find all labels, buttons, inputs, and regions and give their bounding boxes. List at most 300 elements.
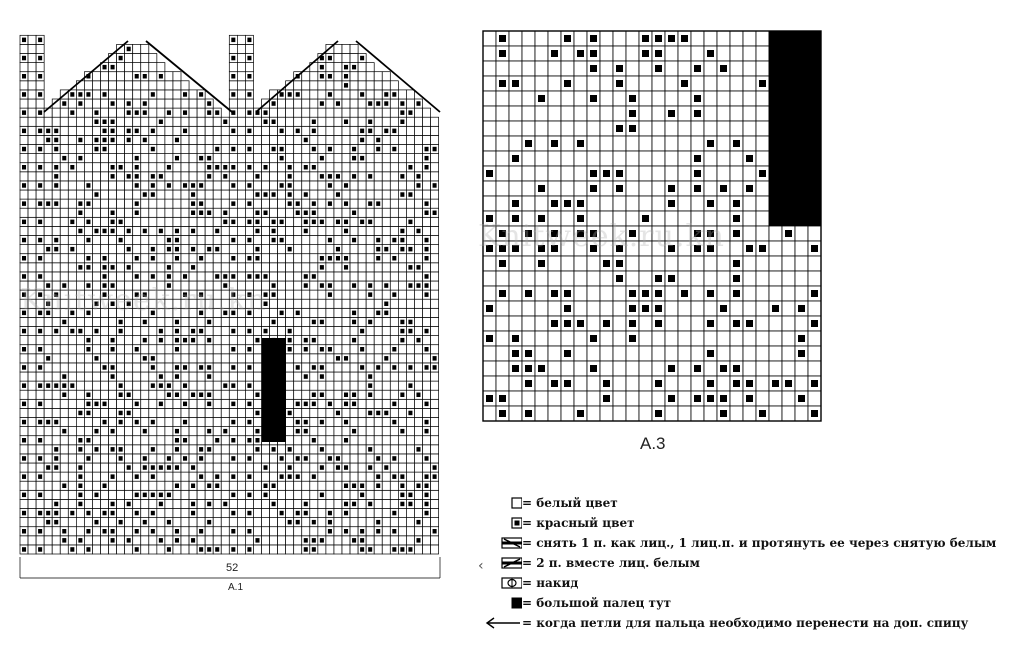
- chart-cell: [149, 427, 157, 436]
- chart-cell: [117, 72, 125, 81]
- chart-cell: [374, 226, 382, 235]
- chart-cell: [36, 427, 44, 436]
- chart-cell: [52, 345, 60, 354]
- chart-cell: [548, 121, 561, 136]
- chart-cell: [587, 196, 600, 211]
- chart-cell: [342, 99, 350, 108]
- chart-dot: [400, 120, 404, 125]
- chart-cell: [561, 106, 574, 121]
- chart-cell: [358, 99, 366, 108]
- chart-cell: [358, 418, 366, 427]
- chart-cell: [68, 154, 76, 163]
- chart-dot: [392, 547, 396, 552]
- chart-cell: [205, 527, 213, 536]
- chart-dot: [655, 290, 662, 297]
- chart-cell: [245, 117, 253, 126]
- chart-dot: [70, 110, 74, 115]
- chart-cell: [149, 399, 157, 408]
- chart-cell: [406, 445, 414, 454]
- chart-dot: [296, 201, 300, 206]
- chart-cell: [600, 91, 613, 106]
- chart-dot: [199, 456, 203, 461]
- chart-cell: [286, 126, 294, 135]
- chart-cell: [278, 226, 286, 235]
- chart-cell: [431, 381, 439, 390]
- chart-cell: [157, 63, 165, 72]
- chart-dot: [416, 538, 420, 543]
- chart-dot: [119, 383, 123, 388]
- chart-dot: [199, 474, 203, 479]
- chart-cell: [334, 236, 342, 245]
- chart-cell: [205, 436, 213, 445]
- chart-a3-label: A.3: [640, 434, 666, 453]
- chart-cell: [253, 527, 261, 536]
- chart-cell: [717, 151, 730, 166]
- chart-dot: [425, 274, 429, 279]
- chart-cell: [398, 527, 406, 536]
- chart-cell: [165, 372, 173, 381]
- chart-cell: [366, 509, 374, 518]
- chart-cell: [245, 44, 253, 53]
- chart-cell: [262, 226, 270, 235]
- chart-cell: [342, 408, 350, 417]
- chart-dot: [694, 365, 701, 372]
- chart-cell: [366, 299, 374, 308]
- chart-cell: [294, 372, 302, 381]
- chart-dot: [111, 265, 115, 270]
- chart-dot: [344, 420, 348, 425]
- chart-cell: [678, 181, 691, 196]
- chart-dot: [159, 538, 163, 543]
- chart-cell: [133, 445, 141, 454]
- chart-cell: [76, 336, 84, 345]
- chart-cell: [756, 121, 769, 136]
- chart-cell: [60, 199, 68, 208]
- chart-dot: [159, 74, 163, 79]
- chart-dot: [255, 338, 259, 343]
- chart-dot: [247, 274, 251, 279]
- chart-dot: [280, 238, 284, 243]
- chart-cell: [229, 518, 237, 527]
- chart-cell: [406, 399, 414, 408]
- chart-cell: [181, 263, 189, 272]
- chart-dot: [328, 511, 332, 516]
- chart-cell: [20, 536, 28, 545]
- chart-cell: [382, 172, 390, 181]
- chart-cell: [262, 509, 270, 518]
- chart-cell: [125, 254, 133, 263]
- chart-cell: [117, 527, 125, 536]
- chart-cell: [109, 481, 117, 490]
- chart-cell: [326, 217, 334, 226]
- chart-cell: [92, 408, 100, 417]
- chart-dot: [733, 365, 740, 372]
- chart-cell: [221, 536, 229, 545]
- chart-cell: [294, 545, 302, 554]
- chart-cell: [92, 236, 100, 245]
- chart-cell: [52, 154, 60, 163]
- chart-cell: [28, 545, 36, 554]
- chart-cell: [253, 481, 261, 490]
- chart-cell: [36, 154, 44, 163]
- chart-cell: [253, 545, 261, 554]
- chart-cell: [205, 236, 213, 245]
- chart-cell: [561, 151, 574, 166]
- chart-cell: [52, 490, 60, 499]
- chart-dot: [312, 474, 316, 479]
- chart-dot: [296, 429, 300, 434]
- chart-cell: [318, 135, 326, 144]
- chart-cell: [76, 372, 84, 381]
- chart-dot: [392, 365, 396, 370]
- chart-dot: [694, 170, 701, 177]
- chart-cell: [613, 31, 626, 46]
- chart-cell: [704, 106, 717, 121]
- chart-cell: [431, 199, 439, 208]
- chart-cell: [149, 99, 157, 108]
- chart-cell: [678, 406, 691, 421]
- chart-dot: [720, 305, 727, 312]
- chart-cell: [68, 454, 76, 463]
- chart-dot: [38, 220, 42, 225]
- chart-cell: [302, 299, 310, 308]
- chart-dot: [247, 110, 251, 115]
- chart-cell: [334, 490, 342, 499]
- chart-dot: [312, 438, 316, 443]
- chart-cell: [141, 245, 149, 254]
- chart-cell: [509, 181, 522, 196]
- chart-cell: [245, 372, 253, 381]
- chart-dot: [392, 529, 396, 534]
- chart-dot: [38, 438, 42, 443]
- chart-dot: [38, 238, 42, 243]
- chart-cell: [730, 331, 743, 346]
- chart-dot: [94, 110, 98, 115]
- chart-cell: [237, 254, 245, 263]
- chart-cell: [795, 286, 808, 301]
- chart-cell: [229, 499, 237, 508]
- chart-dot: [433, 465, 437, 470]
- chart-cell: [20, 372, 28, 381]
- chart-cell: [52, 263, 60, 272]
- chart-dot: [103, 265, 107, 270]
- chart-cell: [278, 545, 286, 554]
- chart-cell: [141, 363, 149, 372]
- chart-cell: [101, 390, 109, 399]
- chart-cell: [173, 163, 181, 172]
- chart-cell: [561, 361, 574, 376]
- chart-cell: [109, 81, 117, 90]
- chart-cell: [197, 408, 205, 417]
- chart-dot: [425, 201, 429, 206]
- chart-dot: [78, 211, 82, 216]
- chart-cell: [509, 301, 522, 316]
- chart-cell: [270, 154, 278, 163]
- chart-cell: [756, 196, 769, 211]
- chart-dot: [384, 247, 388, 252]
- chart-cell: [28, 217, 36, 226]
- chart-cell: [133, 499, 141, 508]
- chart-cell: [639, 391, 652, 406]
- chart-cell: [245, 154, 253, 163]
- chart-cell: [626, 46, 639, 61]
- chart-cell: [213, 135, 221, 144]
- chart-dot: [143, 101, 147, 106]
- black-square-icon: [500, 596, 522, 610]
- chart-cell: [165, 72, 173, 81]
- chart-dot: [86, 438, 90, 443]
- chart-cell: [109, 327, 117, 336]
- chart-dot: [231, 92, 235, 97]
- chart-cell: [535, 76, 548, 91]
- chart-dot: [392, 238, 396, 243]
- chart-cell: [414, 154, 422, 163]
- chart-cell: [318, 527, 326, 536]
- chart-dot: [159, 493, 163, 498]
- chart-dot: [564, 380, 571, 387]
- chart-cell: [626, 376, 639, 391]
- chart-cell: [92, 390, 100, 399]
- chart-cell: [374, 108, 382, 117]
- chart-cell: [60, 408, 68, 417]
- chart-cell: [205, 272, 213, 281]
- chart-dot: [62, 383, 66, 388]
- chart-dot: [272, 192, 276, 197]
- chart-cell: [101, 81, 109, 90]
- chart-dot: [280, 456, 284, 461]
- chart-cell: [36, 408, 44, 417]
- chart-cell: [229, 536, 237, 545]
- chart-cell: [310, 499, 318, 508]
- chart-dot: [288, 165, 292, 170]
- chart-cell: [366, 454, 374, 463]
- chart-dot: [111, 338, 115, 343]
- chart-cell: [730, 166, 743, 181]
- chart-cell: [358, 518, 366, 527]
- chart-cell: [28, 63, 36, 72]
- chart-cell: [509, 46, 522, 61]
- chart-cell: [390, 190, 398, 199]
- chart-dot: [525, 380, 532, 387]
- chart-cell: [350, 44, 358, 53]
- chart-cell: [197, 381, 205, 390]
- chart-cell: [125, 90, 133, 99]
- chart-cell: [318, 90, 326, 99]
- chart-cell: [181, 317, 189, 326]
- chart-dot: [642, 290, 649, 297]
- chart-cell: [197, 108, 205, 117]
- chart-cell: [141, 372, 149, 381]
- chart-cell: [253, 327, 261, 336]
- chart-cell: [28, 72, 36, 81]
- chart-cell: [574, 181, 587, 196]
- chart-cell: [342, 145, 350, 154]
- chart-cell: [253, 263, 261, 272]
- chart-cell: [237, 354, 245, 363]
- chart-cell: [717, 121, 730, 136]
- chart-dot: [312, 547, 316, 552]
- chart-cell: [221, 518, 229, 527]
- chart-dot: [62, 429, 66, 434]
- chart-cell: [165, 527, 173, 536]
- chart-cell: [101, 199, 109, 208]
- chart-dot: [62, 374, 66, 379]
- chart-dot: [344, 229, 348, 234]
- chart-cell: [76, 381, 84, 390]
- chart-dot: [135, 529, 139, 534]
- chart-cell: [423, 263, 431, 272]
- chart-cell: [60, 190, 68, 199]
- chart-dot: [408, 247, 412, 252]
- chart-dot: [159, 338, 163, 343]
- chart-dot: [127, 101, 131, 106]
- chart-cell: [678, 106, 691, 121]
- chart-dot: [304, 429, 308, 434]
- chart-cell: [326, 190, 334, 199]
- chart-dot: [223, 220, 227, 225]
- chart-cell: [678, 196, 691, 211]
- chart-dot: [798, 305, 805, 312]
- chart-cell: [84, 154, 92, 163]
- chart-cell: [639, 376, 652, 391]
- chart-cell: [133, 336, 141, 345]
- chart-cell: [76, 217, 84, 226]
- chart-dot: [22, 511, 26, 516]
- chart-cell: [318, 208, 326, 217]
- chart-cell: [326, 372, 334, 381]
- chart-cell: [157, 108, 165, 117]
- chart-cell: [133, 226, 141, 235]
- chart-dot: [360, 538, 364, 543]
- chart-cell: [756, 256, 769, 271]
- chart-dot: [392, 511, 396, 516]
- chart-cell: [302, 390, 310, 399]
- chart-cell: [237, 490, 245, 499]
- chart-cell: [197, 436, 205, 445]
- chart-cell: [286, 536, 294, 545]
- chart-cell: [522, 121, 535, 136]
- chart-cell: [431, 390, 439, 399]
- chart-cell: [44, 472, 52, 481]
- chart-dot: [336, 220, 340, 225]
- chart-cell: [326, 436, 334, 445]
- chart-dot: [46, 465, 50, 470]
- chart-dot: [231, 511, 235, 516]
- chart-dot: [304, 374, 308, 379]
- chart-dot: [78, 92, 82, 97]
- chart-dot: [433, 365, 437, 370]
- chart-cell: [197, 145, 205, 154]
- chart-cell: [28, 499, 36, 508]
- chart-dot: [62, 529, 66, 534]
- chart-cell: [92, 418, 100, 427]
- chart-cell: [278, 317, 286, 326]
- chart-cell: [237, 427, 245, 436]
- chart-cell: [374, 436, 382, 445]
- chart-cell: [173, 272, 181, 281]
- chart-cell: [157, 427, 165, 436]
- chart-dot: [296, 365, 300, 370]
- chart-dot: [22, 165, 26, 170]
- chart-cell: [310, 154, 318, 163]
- chart-cell: [730, 241, 743, 256]
- chart-dot: [707, 380, 714, 387]
- chart-dot: [360, 92, 364, 97]
- chart-dot: [655, 305, 662, 312]
- chart-dot: [38, 547, 42, 552]
- chart-cell: [522, 106, 535, 121]
- chart-dot: [296, 92, 300, 97]
- chart-cell: [237, 381, 245, 390]
- chart-dot: [151, 247, 155, 252]
- chart-cell: [535, 331, 548, 346]
- chart-cell: [318, 436, 326, 445]
- chart-dot: [538, 185, 545, 192]
- chart-cell: [76, 317, 84, 326]
- chart-cell: [28, 254, 36, 263]
- chart-dot: [175, 529, 179, 534]
- chart-cell: [213, 490, 221, 499]
- chart-cell: [84, 327, 92, 336]
- chart-cell: [294, 254, 302, 263]
- chart-cell: [262, 445, 270, 454]
- chart-dot: [264, 120, 268, 125]
- chart-dot: [151, 383, 155, 388]
- chart-cell: [149, 327, 157, 336]
- chart-cell: [782, 286, 795, 301]
- chart-dot: [433, 147, 437, 152]
- chart-cell: [117, 354, 125, 363]
- chart-cell: [109, 190, 117, 199]
- chart-cell: [20, 518, 28, 527]
- chart-cell: [84, 226, 92, 235]
- chart-cell: [334, 345, 342, 354]
- chart-dot: [376, 101, 380, 106]
- chart-dot: [54, 129, 58, 134]
- chart-cell: [390, 135, 398, 144]
- chart-cell: [68, 236, 76, 245]
- chart-dot: [312, 338, 316, 343]
- chart-cell: [101, 172, 109, 181]
- chart-dot: [320, 347, 324, 352]
- chart-cell: [157, 454, 165, 463]
- chart-dot: [425, 247, 429, 252]
- chart-dot: [668, 395, 675, 402]
- chart-cell: [237, 72, 245, 81]
- chart-cell: [181, 427, 189, 436]
- chart-cell: [245, 317, 253, 326]
- chart-cell: [691, 271, 704, 286]
- chart-cell: [92, 381, 100, 390]
- chart-cell: [133, 236, 141, 245]
- chart-cell: [197, 354, 205, 363]
- chart-cell: [52, 399, 60, 408]
- chart-cell: [374, 190, 382, 199]
- chart-dot: [425, 329, 429, 334]
- chart-dot: [352, 484, 356, 489]
- chart-cell: [730, 151, 743, 166]
- chart-cell: [133, 90, 141, 99]
- chart-cell: [334, 336, 342, 345]
- chart-dot: [223, 165, 227, 170]
- chart-dot: [590, 335, 597, 342]
- chart-cell: [221, 372, 229, 381]
- chart-dot: [183, 365, 187, 370]
- chart-dot: [798, 350, 805, 357]
- chart-cell: [613, 46, 626, 61]
- chart-cell: [423, 190, 431, 199]
- chart-cell: [253, 117, 261, 126]
